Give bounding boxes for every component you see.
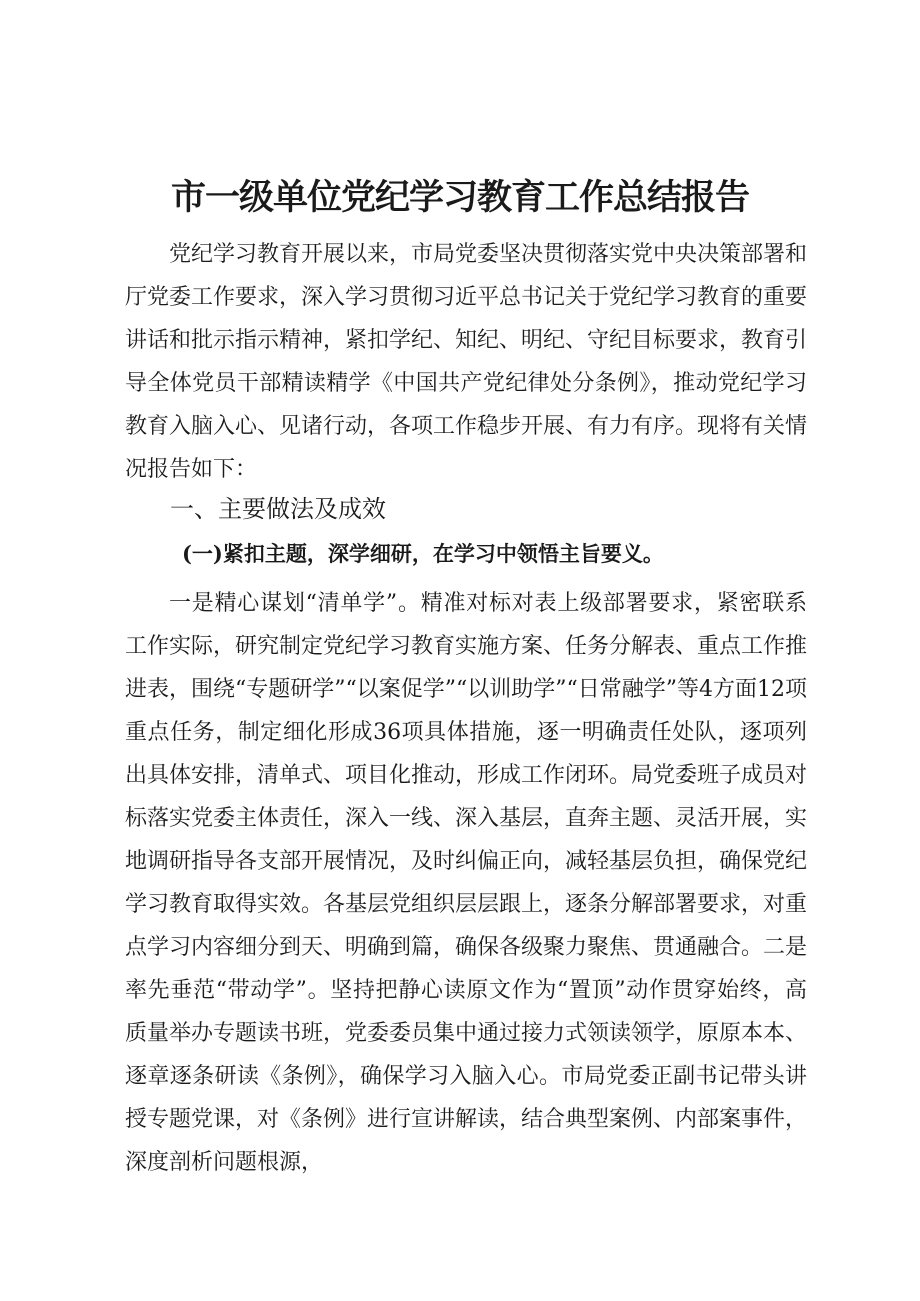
document-title: 市一级单位党纪学习教育工作总结报告 — [170, 178, 749, 218]
intro-paragraph: 党纪学习教育开展以来，市局党委坚决贯彻落实党中央决策部署和厅党委工作要求，深入学习贯彻习近平总书记关于党纪学习教育的重要讲话和批示指示精神，紧扣学纪、知纪、明纪、守纪目标要求，教育引导全体党员干部精读精学《中国共产党纪律处分条例》，推动党纪学习教育入脑入心、见诸行动，各项工作稳步开展、有力有序。现将有关情况报告如下： — [125, 242, 808, 482]
body-paragraph-checklist-study: 一是精心谋划“清单学”。精准对标对表上级部署要求，紧密联系工作实际，研究制定党纪学习教育实施方案、任务分解表、重点工作推进表，围绕“专题研学”“以案促学”“以训助学”“日常融学”等4方面12项重点任务，制定细化形成36项具体措施，逐一明确责任处队，逐项列出具体安排，清单式、项目化推动，形成工作闭环。局党委班子成员对标落实党委主体责任，深入一线、深入基层，直奔主题、灵活开展，实地调研指导各支部开展情况，及时纠偏正向，减轻基层负担，确保党纪学习教育取得实效。各基层党组织层层跟上，逐条分解部署要求，对重点学习内容细分到天、明确到篇，确保各级聚力聚焦、贯通融合。二是率先垂范“带动学”。坚持把静心读原文作为“置顶”动作贯穿始终，高质量举办专题读书班，党委委员集中通过接力式领读领学，原原本本、逐章逐条研读《条例》，确保学习入脑入心。市局党委正副书记带头讲授专题党课，对《条例》进行宣讲解读，结合典型案例、内部案事件，深度剖析问题根源， — [125, 591, 808, 1175]
section-heading-main-practices: 一、主要做法及成效 — [170, 495, 386, 523]
subsection-heading-theme-study: (一)紧扣主题，深学细研，在学习中领悟主旨要义。 — [182, 541, 664, 566]
